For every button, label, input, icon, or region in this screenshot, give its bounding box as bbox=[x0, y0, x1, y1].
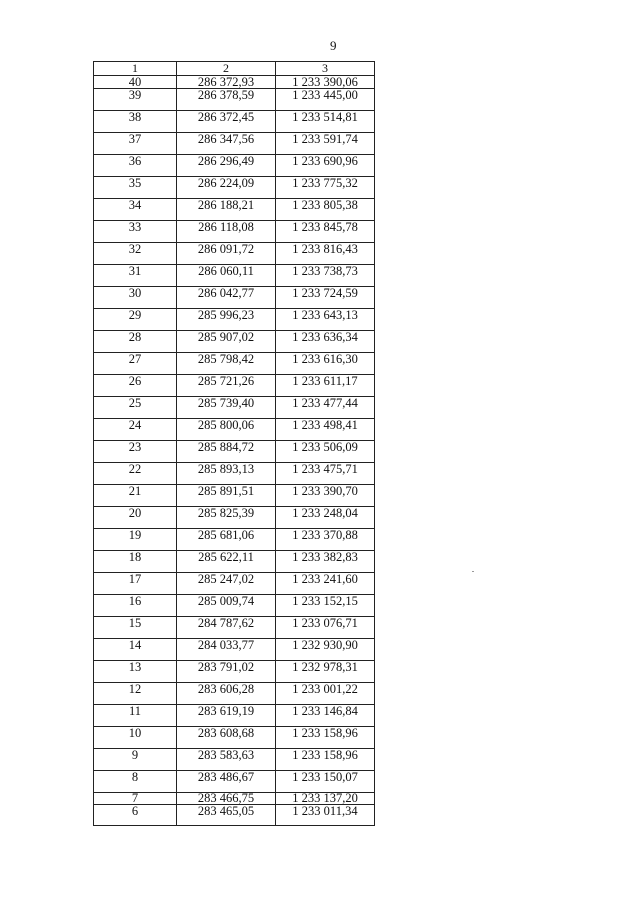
cell-point-number: 12 bbox=[94, 683, 177, 705]
table-row bbox=[94, 595, 375, 617]
cell-y-coordinate: 1 233 158,96 bbox=[276, 749, 375, 771]
cell-point-number: 29 bbox=[94, 309, 177, 331]
cell-y-coordinate: 1 233 643,13 bbox=[276, 309, 375, 331]
cell-y-coordinate: 1 233 475,71 bbox=[276, 463, 375, 485]
cell-y-coordinate: 1 233 001,22 bbox=[276, 683, 375, 705]
cell-y-coordinate: 1 233 011,34 bbox=[276, 805, 375, 826]
table-row bbox=[94, 199, 375, 221]
page-number: 9 bbox=[330, 38, 337, 53]
cell-point-number: 6 bbox=[94, 805, 177, 826]
cell-x-coordinate: 283 791,02 bbox=[177, 661, 276, 683]
cell-point-number: 35 bbox=[94, 177, 177, 199]
cell-x-coordinate: 286 091,72 bbox=[177, 243, 276, 265]
cell-y-coordinate: 1 233 805,38 bbox=[276, 199, 375, 221]
cell-y-coordinate: 1 233 724,59 bbox=[276, 287, 375, 309]
coordinates-table bbox=[93, 61, 375, 826]
scan-speck bbox=[472, 571, 474, 572]
cell-y-coordinate: 1 233 611,17 bbox=[276, 375, 375, 397]
cell-point-number: 24 bbox=[94, 419, 177, 441]
table-row bbox=[94, 111, 375, 133]
table-row bbox=[94, 749, 375, 771]
cell-point-number: 21 bbox=[94, 485, 177, 507]
cell-y-coordinate: 1 233 076,71 bbox=[276, 617, 375, 639]
table-row bbox=[94, 805, 375, 826]
cell-y-coordinate: 1 233 514,81 bbox=[276, 111, 375, 133]
table-row bbox=[94, 221, 375, 243]
cell-x-coordinate: 285 893,13 bbox=[177, 463, 276, 485]
cell-y-coordinate: 1 233 498,41 bbox=[276, 419, 375, 441]
table-row bbox=[94, 441, 375, 463]
table-row bbox=[94, 793, 375, 805]
cell-x-coordinate: 283 465,05 bbox=[177, 805, 276, 826]
column-header-x: 2 bbox=[177, 62, 276, 76]
cell-point-number: 14 bbox=[94, 639, 177, 661]
cell-y-coordinate: 1 233 158,96 bbox=[276, 727, 375, 749]
cell-y-coordinate: 1 233 150,07 bbox=[276, 771, 375, 793]
table-row bbox=[94, 617, 375, 639]
table-row bbox=[94, 771, 375, 793]
cell-y-coordinate: 1 233 775,32 bbox=[276, 177, 375, 199]
cell-x-coordinate: 286 372,93 bbox=[177, 76, 276, 89]
cell-point-number: 25 bbox=[94, 397, 177, 419]
cell-point-number: 19 bbox=[94, 529, 177, 551]
cell-y-coordinate: 1 233 390,70 bbox=[276, 485, 375, 507]
table-row bbox=[94, 683, 375, 705]
cell-y-coordinate: 1 233 241,60 bbox=[276, 573, 375, 595]
cell-x-coordinate: 285 739,40 bbox=[177, 397, 276, 419]
cell-point-number: 39 bbox=[94, 89, 177, 111]
cell-y-coordinate: 1 232 978,31 bbox=[276, 661, 375, 683]
cell-point-number: 23 bbox=[94, 441, 177, 463]
cell-y-coordinate: 1 233 137,20 bbox=[276, 793, 375, 805]
table-row bbox=[94, 243, 375, 265]
cell-y-coordinate: 1 233 845,78 bbox=[276, 221, 375, 243]
cell-x-coordinate: 283 606,28 bbox=[177, 683, 276, 705]
cell-y-coordinate: 1 233 477,44 bbox=[276, 397, 375, 419]
column-header-point-number: 1 bbox=[94, 62, 177, 76]
cell-point-number: 15 bbox=[94, 617, 177, 639]
cell-point-number: 9 bbox=[94, 749, 177, 771]
table-row bbox=[94, 639, 375, 661]
cell-point-number: 28 bbox=[94, 331, 177, 353]
table-row bbox=[94, 353, 375, 375]
cell-point-number: 40 bbox=[94, 76, 177, 89]
table-row bbox=[94, 133, 375, 155]
table-row bbox=[94, 309, 375, 331]
cell-y-coordinate: 1 233 738,73 bbox=[276, 265, 375, 287]
cell-point-number: 26 bbox=[94, 375, 177, 397]
cell-x-coordinate: 286 060,11 bbox=[177, 265, 276, 287]
cell-y-coordinate: 1 233 382,83 bbox=[276, 551, 375, 573]
cell-y-coordinate: 1 233 591,74 bbox=[276, 133, 375, 155]
table-row bbox=[94, 661, 375, 683]
cell-y-coordinate: 1 233 370,88 bbox=[276, 529, 375, 551]
cell-x-coordinate: 286 118,08 bbox=[177, 221, 276, 243]
cell-point-number: 33 bbox=[94, 221, 177, 243]
table-row bbox=[94, 485, 375, 507]
cell-y-coordinate: 1 233 816,43 bbox=[276, 243, 375, 265]
cell-x-coordinate: 286 296,49 bbox=[177, 155, 276, 177]
table-row bbox=[94, 375, 375, 397]
cell-x-coordinate: 283 466,75 bbox=[177, 793, 276, 805]
cell-x-coordinate: 283 486,67 bbox=[177, 771, 276, 793]
cell-point-number: 8 bbox=[94, 771, 177, 793]
cell-x-coordinate: 285 622,11 bbox=[177, 551, 276, 573]
cell-x-coordinate: 286 188,21 bbox=[177, 199, 276, 221]
cell-point-number: 13 bbox=[94, 661, 177, 683]
cell-y-coordinate: 1 233 146,84 bbox=[276, 705, 375, 727]
cell-point-number: 20 bbox=[94, 507, 177, 529]
cell-x-coordinate: 283 608,68 bbox=[177, 727, 276, 749]
cell-x-coordinate: 285 891,51 bbox=[177, 485, 276, 507]
table-row bbox=[94, 507, 375, 529]
cell-point-number: 32 bbox=[94, 243, 177, 265]
cell-point-number: 11 bbox=[94, 705, 177, 727]
cell-x-coordinate: 286 347,56 bbox=[177, 133, 276, 155]
table-row bbox=[94, 89, 375, 111]
table-row bbox=[94, 463, 375, 485]
cell-x-coordinate: 286 042,77 bbox=[177, 287, 276, 309]
cell-y-coordinate: 1 233 636,34 bbox=[276, 331, 375, 353]
cell-x-coordinate: 284 033,77 bbox=[177, 639, 276, 661]
cell-y-coordinate: 1 233 152,15 bbox=[276, 595, 375, 617]
table-row bbox=[94, 155, 375, 177]
table-row bbox=[94, 287, 375, 309]
cell-x-coordinate: 285 800,06 bbox=[177, 419, 276, 441]
cell-x-coordinate: 285 825,39 bbox=[177, 507, 276, 529]
table-row bbox=[94, 419, 375, 441]
table-row bbox=[94, 573, 375, 595]
table-row bbox=[94, 551, 375, 573]
table-row bbox=[94, 397, 375, 419]
cell-y-coordinate: 1 233 690,96 bbox=[276, 155, 375, 177]
column-header-y: 3 bbox=[276, 62, 375, 76]
table-row bbox=[94, 727, 375, 749]
table-row bbox=[94, 177, 375, 199]
cell-point-number: 38 bbox=[94, 111, 177, 133]
table-body bbox=[94, 76, 375, 826]
table-row bbox=[94, 705, 375, 727]
cell-point-number: 36 bbox=[94, 155, 177, 177]
cell-x-coordinate: 285 721,26 bbox=[177, 375, 276, 397]
cell-x-coordinate: 283 583,63 bbox=[177, 749, 276, 771]
table-header-row bbox=[94, 62, 375, 76]
cell-point-number: 10 bbox=[94, 727, 177, 749]
cell-x-coordinate: 284 787,62 bbox=[177, 617, 276, 639]
cell-point-number: 37 bbox=[94, 133, 177, 155]
cell-y-coordinate: 1 232 930,90 bbox=[276, 639, 375, 661]
table-row bbox=[94, 331, 375, 353]
table-row bbox=[94, 529, 375, 551]
cell-y-coordinate: 1 233 248,04 bbox=[276, 507, 375, 529]
cell-point-number: 16 bbox=[94, 595, 177, 617]
table-row bbox=[94, 76, 375, 89]
cell-y-coordinate: 1 233 506,09 bbox=[276, 441, 375, 463]
table-row bbox=[94, 265, 375, 287]
cell-point-number: 31 bbox=[94, 265, 177, 287]
cell-x-coordinate: 285 884,72 bbox=[177, 441, 276, 463]
cell-x-coordinate: 285 907,02 bbox=[177, 331, 276, 353]
cell-x-coordinate: 286 224,09 bbox=[177, 177, 276, 199]
cell-y-coordinate: 1 233 445,00 bbox=[276, 89, 375, 111]
cell-y-coordinate: 1 233 390,06 bbox=[276, 76, 375, 89]
cell-point-number: 22 bbox=[94, 463, 177, 485]
cell-point-number: 17 bbox=[94, 573, 177, 595]
cell-x-coordinate: 285 247,02 bbox=[177, 573, 276, 595]
cell-point-number: 34 bbox=[94, 199, 177, 221]
cell-x-coordinate: 285 009,74 bbox=[177, 595, 276, 617]
cell-x-coordinate: 283 619,19 bbox=[177, 705, 276, 727]
cell-point-number: 30 bbox=[94, 287, 177, 309]
cell-x-coordinate: 286 372,45 bbox=[177, 111, 276, 133]
cell-x-coordinate: 286 378,59 bbox=[177, 89, 276, 111]
cell-y-coordinate: 1 233 616,30 bbox=[276, 353, 375, 375]
cell-x-coordinate: 285 681,06 bbox=[177, 529, 276, 551]
cell-point-number: 18 bbox=[94, 551, 177, 573]
cell-x-coordinate: 285 798,42 bbox=[177, 353, 276, 375]
cell-point-number: 7 bbox=[94, 793, 177, 805]
cell-point-number: 27 bbox=[94, 353, 177, 375]
cell-x-coordinate: 285 996,23 bbox=[177, 309, 276, 331]
